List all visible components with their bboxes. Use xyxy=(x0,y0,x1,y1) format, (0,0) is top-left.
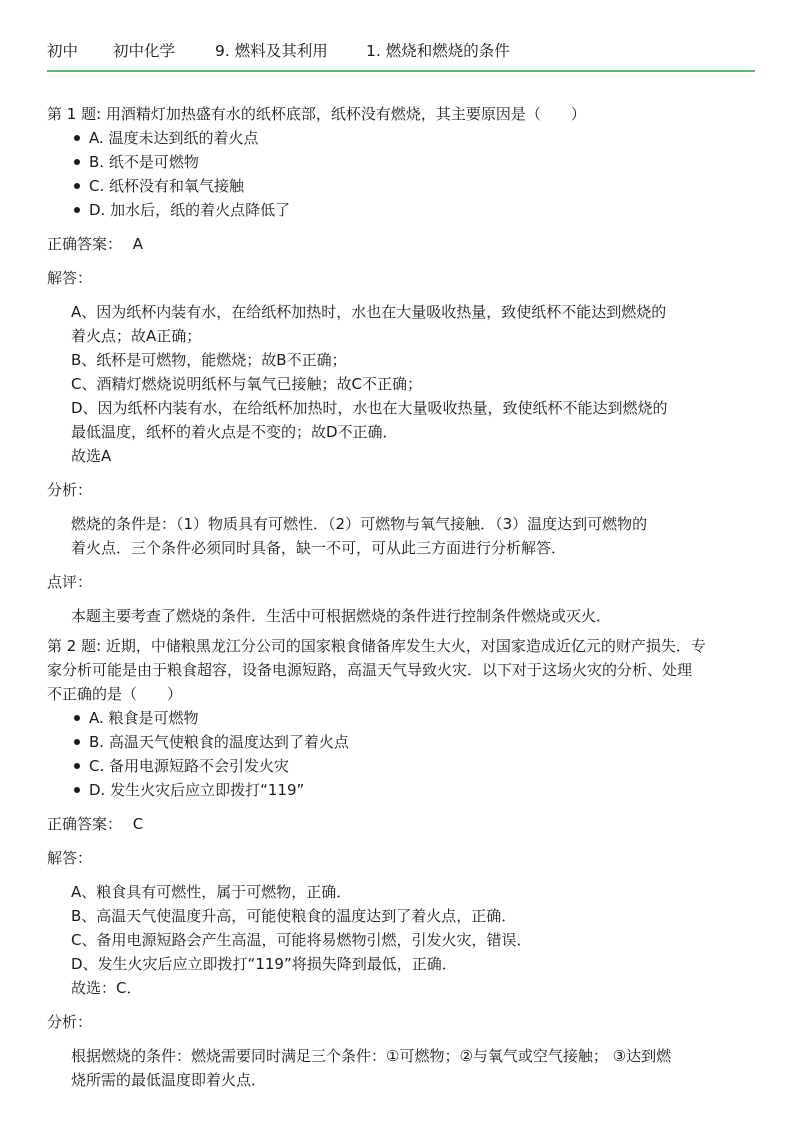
solution-line: A、因为纸杯内装有水，在给纸杯加热时，水也在大量吸收热量，致使纸杯不能达到燃烧的 xyxy=(71,303,667,321)
solution-line: 着火点；故A正确； xyxy=(71,327,202,345)
question-stem: 第 1 题: 用酒精灯加热盛有水的纸杯底部，纸杯没有燃烧，其主要原因是（ ） xyxy=(47,105,586,123)
option-d: D. 加水后，纸的着火点降低了 xyxy=(74,198,755,222)
solution-line: D、因为纸杯内装有水，在给纸杯加热时，水也在大量吸收热量，致使纸杯不能达到燃烧的 xyxy=(71,399,668,417)
solution-line: 最低温度，纸杯的着火点是不变的；故D不正确． xyxy=(71,423,398,441)
answer-label: 正确答案： xyxy=(47,235,123,253)
option-c: C. 纸杯没有和氧气接触 xyxy=(74,174,755,198)
solution-line: B、纸杯是可燃物，能燃烧；故B不正确； xyxy=(71,351,347,369)
option-d: D. 发生火灾后应立即拨打“119” xyxy=(74,778,755,802)
question-2 xyxy=(47,634,755,1092)
question-stem-line: 第 2 题: 近期，中储粮黑龙江分公司的国家粮食储备库发生大火，对国家造成近亿元的财产损失．专 xyxy=(47,637,706,655)
analysis-label: 分析： xyxy=(47,481,93,499)
solution-line: A、粮食具有可燃性，属于可燃物，正确． xyxy=(71,883,352,901)
option-list xyxy=(47,126,755,222)
question-stem-line: 家分析可能是由于粮食超容，设备电源短路，高温天气导致火灾．以下对于这场火灾的分析、处理 xyxy=(47,661,693,679)
comment-label: 点评： xyxy=(47,573,93,591)
solution-line: C、备用电源短路会产生高温，可能将易燃物引燃，引发火灾，错误． xyxy=(71,931,532,949)
analysis-line: 烧所需的最低温度即着火点． xyxy=(71,1071,267,1089)
question-stem-line: 不正确的是（ ） xyxy=(47,685,183,703)
solution-text xyxy=(47,300,755,468)
breadcrumb-level: 初中 xyxy=(47,42,79,60)
correct-answer xyxy=(47,812,755,836)
analysis-text xyxy=(47,512,755,560)
comment-line: 本题主要考查了燃烧的条件．生活中可根据燃烧的条件进行控制条件燃烧或灭火． xyxy=(71,607,612,625)
breadcrumb-subject: 初中化学 xyxy=(113,42,176,60)
correct-answer xyxy=(47,232,755,256)
answer-label: 正确答案： xyxy=(47,815,123,833)
option-list xyxy=(47,706,755,802)
analysis-line: 燃烧的条件是：（1）物质具有可燃性．（2）可燃物与氧气接触．（3）温度达到可燃物的 xyxy=(71,515,648,533)
solution-label: 解答： xyxy=(47,269,93,287)
question-1 xyxy=(47,102,755,628)
analysis-line: 着火点．三个条件必须同时具备，缺一不可，可从此三方面进行分析解答． xyxy=(71,539,567,557)
breadcrumb-chapter: 9. 燃料及其利用 xyxy=(215,42,328,60)
solution-text xyxy=(47,880,755,1000)
breadcrumb-section: 1. 燃烧和燃烧的条件 xyxy=(366,42,510,60)
solution-line: 故选：C． xyxy=(71,979,142,997)
analysis-text xyxy=(47,1044,755,1092)
solution-label: 解答： xyxy=(47,849,93,867)
breadcrumb xyxy=(47,38,755,64)
solution-line: C、酒精灯燃烧说明纸杯与氧气已接触；故C不正确； xyxy=(71,375,422,393)
analysis-line: 根据燃烧的条件：燃烧需要同时满足三个条件：①可燃物；②与氧气或空气接触； ③达到燃 xyxy=(71,1047,672,1065)
answer-value: A xyxy=(132,235,144,253)
option-a: A. 温度未达到纸的着火点 xyxy=(74,126,755,150)
analysis-label: 分析： xyxy=(47,1013,93,1031)
solution-line: D、发生火灾后应立即拨打“119”将损失降到最低，正确． xyxy=(71,955,457,973)
option-b: B. 高温天气使粮食的温度达到了着火点 xyxy=(74,730,755,754)
solution-line: 故选A xyxy=(71,447,112,465)
answer-value: C xyxy=(132,815,144,833)
comment-text xyxy=(47,604,755,628)
option-c: C. 备用电源短路不会引发火灾 xyxy=(74,754,755,778)
question-stem xyxy=(47,634,755,706)
option-a: A. 粮食是可燃物 xyxy=(74,706,755,730)
header-divider xyxy=(47,70,755,72)
solution-line: B、高温天气使温度升高，可能使粮食的温度达到了着火点，正确． xyxy=(71,907,517,925)
option-b: B. 纸不是可燃物 xyxy=(74,150,755,174)
